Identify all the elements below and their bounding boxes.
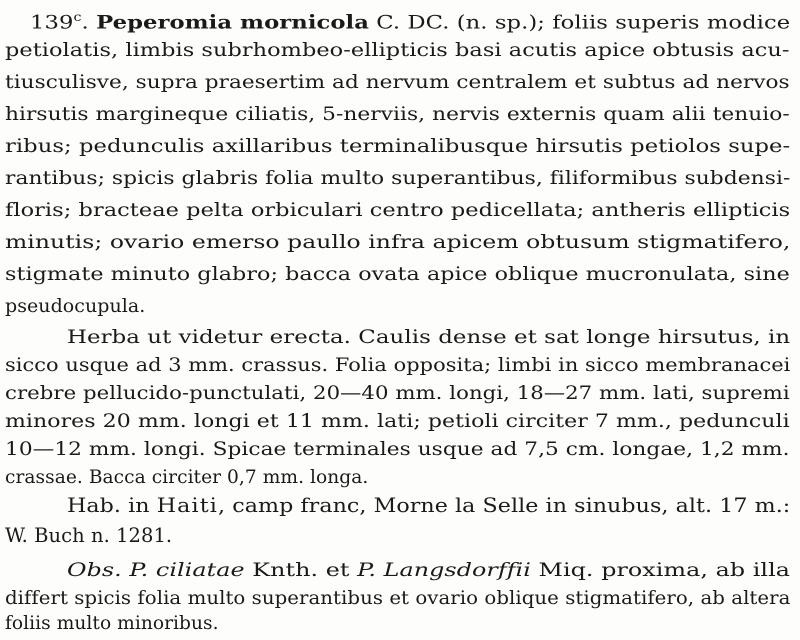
- habitat-prefix: Hab. in: [67, 494, 157, 517]
- description-line: sicco usque ad 3 mm. crassus. Folia opposita; limbi in sicco membranacei: [5, 355, 791, 376]
- diagnosis-line: pseudocupula.: [5, 295, 146, 317]
- related-species-2: P. Langsdorffii: [357, 560, 531, 581]
- description-line: 10—12 mm. longi. Spicae terminales usque ad 7,5 cm. longae, 1,2 mm.: [5, 439, 790, 460]
- description-line: minores 20 mm. longi et 11 mm. lati; petioli circiter 7 mm., pedunculi: [5, 411, 790, 432]
- diagnosis-line: tiusculisve, supra praesertim ad nervum centralem et subtus ad nervos: [5, 71, 790, 93]
- observation-line: [67, 560, 790, 582]
- obs-text-2: Miq. proxima, ab illa: [530, 560, 791, 581]
- habitat-line: W. Buch n. 1281.: [5, 524, 173, 547]
- diagnosis-line: 139$^c$. Peperomia mornicola C. DC. (n. sp.); foliis superis modice: [30, 10, 791, 34]
- obs-label: Obs.: [67, 560, 122, 581]
- description-line: Herba ut videtur erecta. Caulis dense et sat longe hirsutus, in: [67, 327, 791, 348]
- observation-line: foliis multo minoribus.: [5, 613, 219, 634]
- entry-number: 139: [30, 11, 74, 34]
- diagnosis-line: minutis; ovario emerso paullo infra apicem obtusum stigmatifero,: [5, 231, 791, 253]
- obs-text-1: Knth. et: [244, 560, 358, 581]
- description-line: crebre pellucido-punctulati, 20—40 mm. longi, 18—27 mm. lati, supremi: [5, 383, 790, 404]
- related-species-1: P. ciliatae: [129, 560, 245, 581]
- diagnosis-line: rantibus; spicis glabris folia multo superantibus, filiformibus subdensi-: [5, 167, 791, 189]
- habitat-locality: , camp franc, Morne la Selle in sinubus, alt. 17 m.:: [218, 494, 791, 517]
- entry-number-suffix: c: [73, 10, 82, 24]
- species-name: Peperomia mornicola: [96, 11, 369, 34]
- diagnosis-line: hirsutis margineque ciliatis, 5-nerviis, nervis externis quam alii tenuio-: [5, 103, 790, 125]
- habitat-line: [67, 495, 790, 517]
- habitat-place: Haiti: [156, 494, 219, 517]
- diagnosis-line: floris; bracteae pelta orbiculari centro pedicellata; antheris ellipticis: [5, 199, 791, 221]
- authority-text: C. DC. (n. sp.); foliis superis modice: [368, 11, 791, 34]
- diagnosis-line: ribus; pedunculis axillaribus terminalibusque hirsutis petiolos supe-: [5, 135, 791, 157]
- diagnosis-line: petiolatis, limbis subrhombeo-ellipticis basi acutis apice obtusis acu-: [5, 39, 790, 61]
- description-line: crassae. Bacca circiter 0,7 mm. longa.: [5, 467, 369, 488]
- observation-line: differt spicis folia multo superantibus et ovario oblique stigmatifero, ab altera: [5, 588, 791, 609]
- diagnosis-line: stigmate minuto glabro; bacca ovata apice oblique mucronulata, sine: [5, 263, 790, 285]
